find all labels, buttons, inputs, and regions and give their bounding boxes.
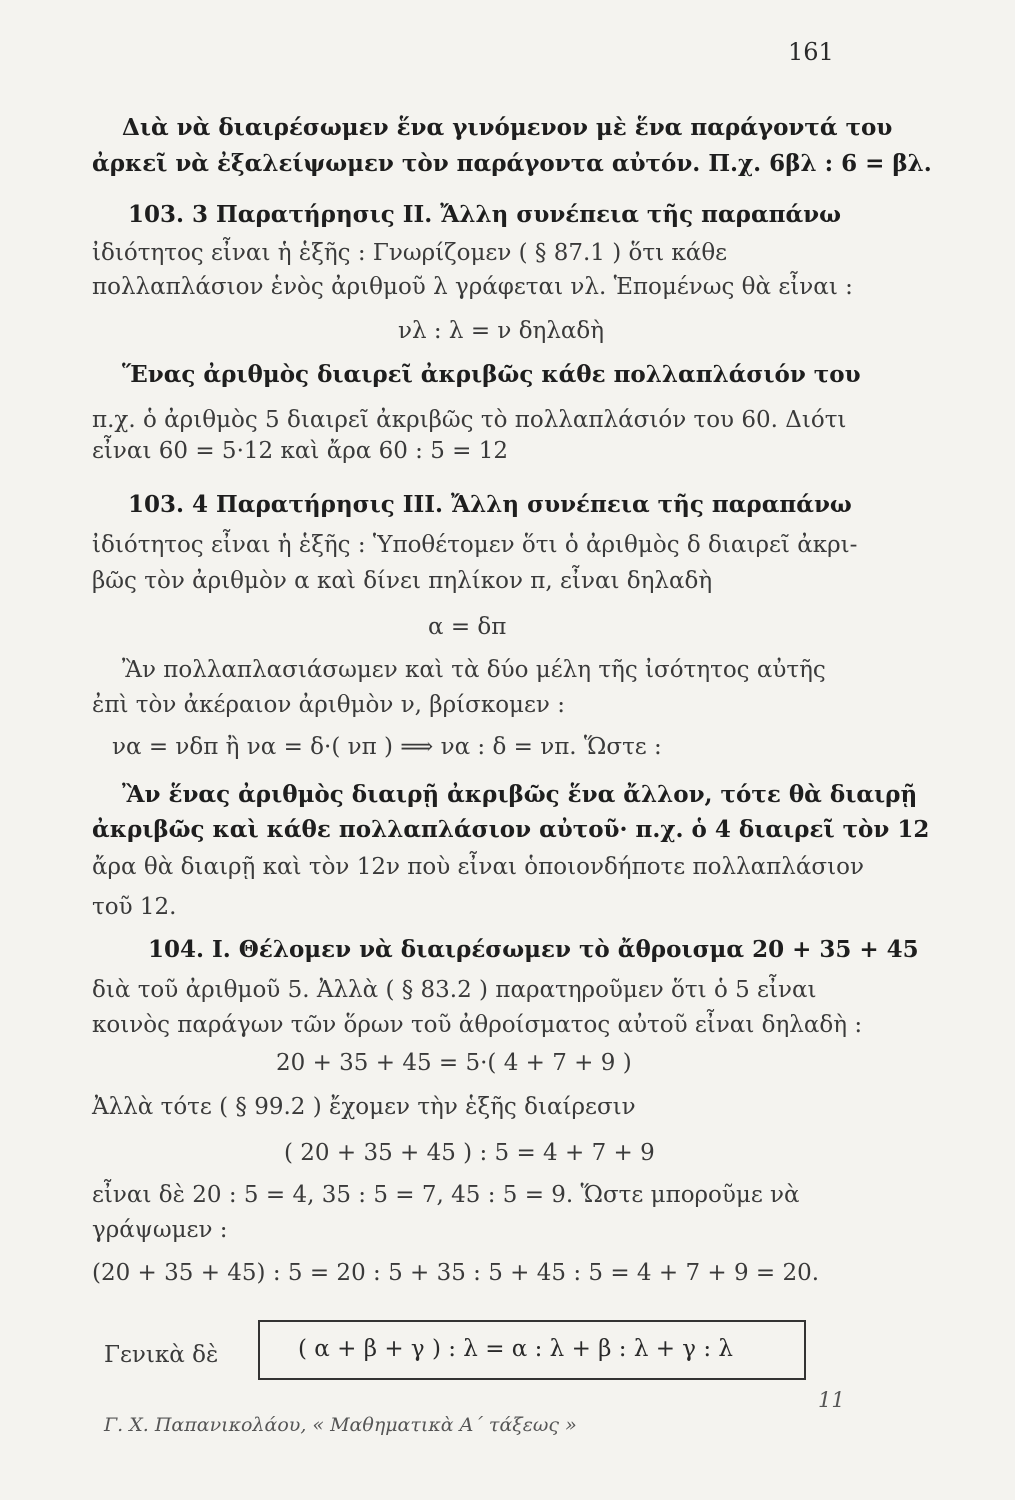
section-heading: 103. 3 Παρατήρησις ΙΙ. Ἄλλη συνέπεια τῆς παραπάνω — [128, 201, 842, 228]
text-line: Ἀλλὰ τότε ( § 99.2 ) ἔχομεν τὴν ἑξῆς διαίρεσιν — [92, 1094, 636, 1120]
page-number: 161 — [788, 38, 834, 66]
formula-line: νλ : λ = ν δηλαδὴ — [398, 318, 605, 344]
section-heading: 103. 4 Παρατήρησις ΙΙΙ. Ἄλλη συνέπεια τῆς παραπάνω — [128, 491, 852, 518]
text-line: π.χ. ὁ ἀριθμὸς 5 διαιρεῖ ἀκριβῶς τὸ πολλαπλάσιόν του 60. Διότι — [92, 407, 847, 433]
formula-line: 20 + 35 + 45 = 5·( 4 + 7 + 9 ) — [276, 1050, 632, 1076]
page-footer: Γ. Χ. Παπανικολάου, « Μαθηματικὰ Α΄ τάξεως » — [104, 1414, 577, 1436]
text-line: εἶναι 60 = 5·12 καὶ ἄρα 60 : 5 = 12 — [92, 438, 509, 464]
text-line: βῶς τὸν ἀριθμὸν α καὶ δίνει πηλίκον π, εἶναι δηλαδὴ — [92, 568, 713, 594]
text-line: πολλαπλάσιον ἑνὸς ἀριθμοῦ λ γράφεται νλ. Ἑπομένως θὰ εἶναι : — [92, 274, 853, 300]
text-line: Ἂν ἕνας ἀριθμὸς διαιρῇ ἀκριβῶς ἕνα ἄλλον, τότε θὰ διαιρῇ — [122, 781, 918, 808]
formula-line: ( 20 + 35 + 45 ) : 5 = 4 + 7 + 9 — [284, 1140, 655, 1166]
section-heading: 104. Ι. Θέλομεν νὰ διαιρέσωμεν τὸ ἄθροισμα 20 + 35 + 45 — [148, 936, 919, 963]
text-line: Ἂν πολλαπλασιάσωμεν καὶ τὰ δύο μέλη τῆς ἰσότητος αὐτῆς — [122, 657, 826, 683]
text-line: τοῦ 12. — [92, 894, 177, 920]
text-line: ἀρκεῖ νὰ ἐξαλείψωμεν τὸν παράγοντα αὐτόν. Π.χ. 6βλ : 6 = βλ. — [92, 150, 932, 177]
text-line: ἐπὶ τὸν ἀκέραιον ἀριθμὸν ν, βρίσκομεν : — [92, 692, 565, 718]
formula-line: να = νδπ ἢ να = δ·( νπ ) ⟹ να : δ = νπ. Ὥστε : — [112, 734, 662, 760]
text-line: διὰ τοῦ ἀριθμοῦ 5. Ἀλλὰ ( § 83.2 ) παρατηροῦμεν ὅτι ὁ 5 εἶναι — [92, 977, 817, 1003]
general-label: Γενικὰ δὲ — [104, 1342, 219, 1368]
formula-line: (20 + 35 + 45) : 5 = 20 : 5 + 35 : 5 + 45 : 5 = 4 + 7 + 9 = 20. — [92, 1260, 820, 1286]
text-line: ἰδιότητος εἶναι ἡ ἑξῆς : Ὑποθέτομεν ὅτι ὁ ἀριθμὸς δ διαιρεῖ ἀκρι- — [92, 532, 858, 558]
formula-line: α = δπ — [428, 614, 507, 640]
text-line: Διὰ νὰ διαιρέσωμεν ἕνα γινόμενον μὲ ἕνα παράγοντά του — [122, 114, 893, 141]
text-line: ἰδιότητος εἶναι ἡ ἑξῆς : Γνωρίζομεν ( § 87.1 ) ὅτι κάθε — [92, 240, 728, 266]
text-line: ἄρα θὰ διαιρῇ καὶ τὸν 12ν ποὺ εἶναι ὁποιονδήποτε πολλαπλάσιον — [92, 854, 864, 880]
text-line: Ἕνας ἀριθμὸς διαιρεῖ ἀκριβῶς κάθε πολλαπλάσιόν του — [122, 361, 861, 388]
signature-mark: 11 — [818, 1388, 845, 1412]
boxed-formula: ( α + β + γ ) : λ = α : λ + β : λ + γ : λ — [298, 1336, 733, 1362]
text-line: κοινὸς παράγων τῶν ὅρων τοῦ ἀθροίσματος αὐτοῦ εἶναι δηλαδὴ : — [92, 1012, 863, 1038]
text-line: εἶναι δὲ 20 : 5 = 4, 35 : 5 = 7, 45 : 5 = 9. Ὥστε μποροῦμε νὰ — [92, 1182, 800, 1208]
text-line: ἀκριβῶς καὶ κάθε πολλαπλάσιον αὐτοῦ· π.χ. ὁ 4 διαιρεῖ τὸν 12 — [92, 816, 930, 843]
text-line: γράψωμεν : — [92, 1217, 228, 1243]
